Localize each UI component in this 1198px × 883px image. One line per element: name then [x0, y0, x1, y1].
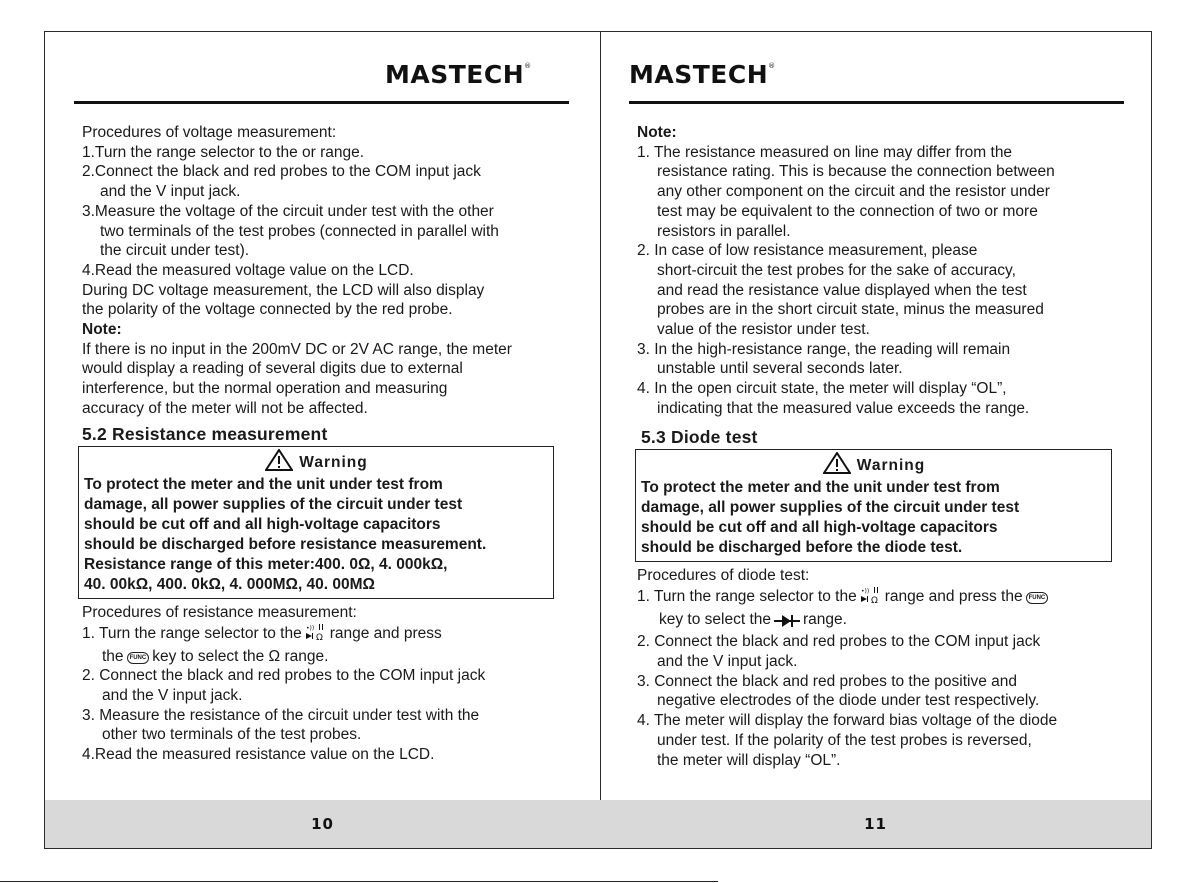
warning-title: Warning [84, 449, 549, 473]
text-line: the meter will display “OL”. [657, 751, 841, 769]
brand-logo: MASTECH® [385, 60, 532, 89]
text-line: the FUNC key to select the Ω range. [102, 647, 329, 665]
text-line: test may be equivalent to the connection of two or more [657, 202, 1038, 220]
text-line: short-circuit the test probes for the sake of accuracy, [657, 261, 1016, 279]
page-content [82, 123, 592, 765]
warning-line: should be discharged before the diode test. [641, 539, 963, 557]
warning-triangle-icon [823, 457, 857, 474]
warning-line: 40. 00kΩ, 400. 0kΩ, 4. 000MΩ, 40. 00MΩ [84, 576, 375, 594]
text-line: 2. Connect the black and red probes to the COM input jack [82, 667, 486, 685]
manual-spread [44, 31, 1152, 849]
text-line: and the V input jack. [100, 183, 241, 201]
func-key-icon: FUNC [127, 652, 150, 664]
text-line: Procedures of diode test: [637, 567, 810, 585]
text-line: resistance rating. This is because the connection between [657, 163, 1055, 181]
text-line: 1. Turn the range selector to the •)) Ω range and press the FUNC [637, 586, 1147, 610]
svg-text:Ω: Ω [315, 632, 323, 641]
range-symbol-icon [860, 586, 882, 610]
warning-triangle-icon [265, 454, 299, 471]
text-line: 2.Connect the black and red probes to the COM input jack [82, 163, 481, 181]
text-line: value of the resistor under test. [657, 321, 870, 339]
note-label: Note: [82, 321, 122, 339]
text-line: and read the resistance value displayed when the test [657, 281, 1027, 299]
warning-line: should be discharged before resistance measurement. [84, 536, 487, 554]
text-line: under test. If the polarity of the test probes is reversed, [657, 731, 1032, 749]
warning-line: damage, all power supplies of the circuit under test [84, 496, 463, 514]
func-key-icon: FUNC [1026, 592, 1049, 604]
section-title: 5.2 Resistance measurement [82, 423, 328, 444]
text-line: 3. In the high-resistance range, the reading will remain [637, 340, 1011, 358]
text-line: probes are in the short circuit state, minus the measured [657, 301, 1044, 319]
text-line: 4.Read the measured resistance value on the LCD. [82, 746, 435, 764]
text-line: key to select the range. [637, 610, 1147, 633]
text-line: Procedures of voltage measurement: [82, 124, 337, 141]
warning-box [635, 449, 1112, 562]
brand-logo: MASTECH® [629, 60, 776, 89]
page-number: 10 [45, 800, 600, 848]
text-line: indicating that the measured value exceeds the range. [657, 399, 1030, 417]
text-line: 1.Turn the range selector to the or range. [82, 143, 365, 161]
text-line: During DC voltage measurement, the LCD will also display [82, 281, 485, 299]
warning-line: To protect the meter and the unit under test from [84, 476, 443, 494]
header-rule [629, 101, 1124, 104]
text-line: any other component on the circuit and the resistor under [657, 183, 1050, 201]
warning-line: should be cut off and all high-voltage capacitors [84, 516, 441, 534]
text-line: 4.Read the measured voltage value on the LCD. [82, 261, 414, 279]
text-line: negative electrodes of the diode under test respectively. [657, 692, 1040, 710]
text-line: 3.Measure the voltage of the circuit under test with the other [82, 202, 494, 220]
text-line: and the V input jack. [657, 653, 798, 671]
text-line: 1. Turn the range selector to the •)) Ω range and press [82, 623, 592, 647]
text-line: 3. Measure the resistance of the circuit under test with the [82, 706, 480, 724]
page-right [600, 32, 1151, 848]
warning-title: Warning [641, 452, 1107, 476]
page-left [45, 32, 601, 848]
text-line: 4. The meter will display the forward bias voltage of the diode [637, 712, 1058, 730]
bottom-edge-line [0, 881, 718, 882]
text-line: 3. Connect the black and red probes to the positive and [637, 672, 1017, 690]
page-number: 11 [600, 800, 1151, 848]
diode-icon [774, 613, 800, 633]
text-line: accuracy of the meter will not be affected. [82, 399, 368, 417]
text-line: 1. The resistance measured on line may differ from the [637, 143, 1013, 161]
text-line: other two terminals of the test probes. [102, 726, 362, 744]
text-line: 2. In case of low resistance measurement, please [637, 242, 978, 260]
svg-text:Ω: Ω [870, 595, 878, 604]
range-symbol-icon [305, 623, 327, 647]
text-line: interference, but the normal operation and measuring [82, 380, 448, 398]
header-rule [74, 101, 569, 104]
text-line: Procedures of resistance measurement: [82, 604, 357, 622]
text-line: two terminals of the test probes (connected in parallel with [100, 222, 499, 240]
text-line: resistors in parallel. [657, 222, 791, 240]
text-line: would display a reading of several digits due to external [82, 360, 463, 378]
text-line: the circuit under test). [100, 242, 250, 260]
note-label: Note: [637, 124, 677, 141]
svg-text:•)): •)) [860, 587, 869, 595]
text-line: the polarity of the voltage connected by the red probe. [82, 301, 453, 319]
text-line: unstable until several seconds later. [657, 360, 903, 378]
warning-line: Resistance range of this meter:400. 0Ω, 4. 000kΩ, [84, 556, 448, 574]
text-line: If there is no input in the 200mV DC or 2V AC range, the meter [82, 340, 512, 358]
text-line: 2. Connect the black and red probes to the COM input jack [637, 633, 1041, 651]
svg-text:•)): •)) [305, 624, 314, 632]
text-line: and the V input jack. [102, 687, 243, 705]
section-title: 5.3 Diode test [641, 426, 758, 447]
warning-line: To protect the meter and the unit under test from [641, 479, 1000, 497]
text-line: 4. In the open circuit state, the meter will display “OL”, [637, 380, 1007, 398]
warning-line: should be cut off and all high-voltage capacitors [641, 519, 998, 537]
warning-box [78, 446, 554, 599]
warning-line: damage, all power supplies of the circuit under test [641, 499, 1020, 517]
page-content [637, 123, 1147, 770]
